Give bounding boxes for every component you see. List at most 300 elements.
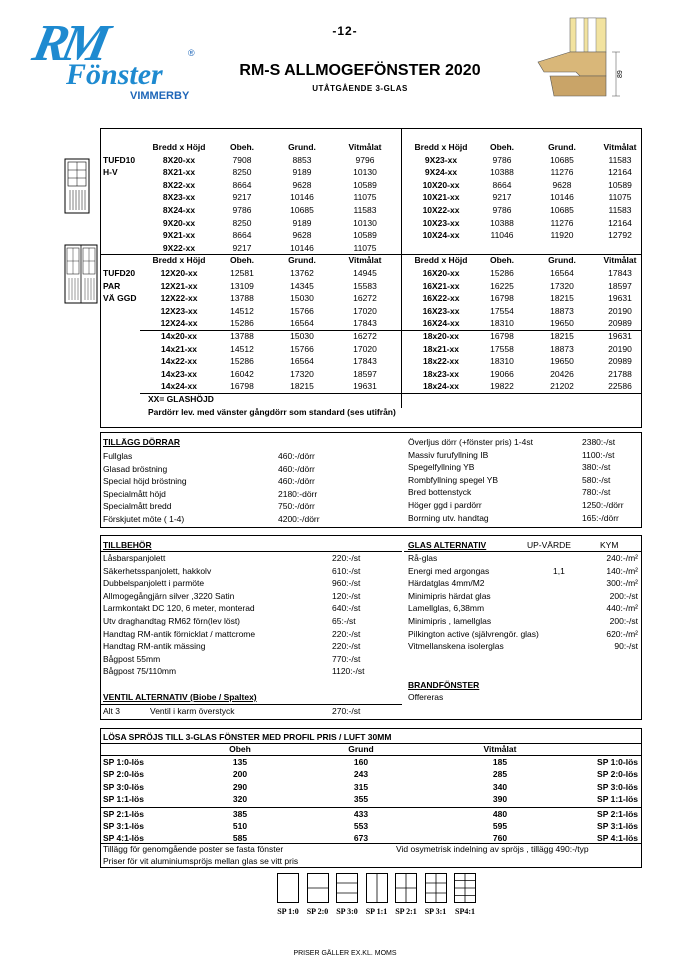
ventil-header: VENTIL ALTERNATIV (Biobe / Spaltex) xyxy=(103,692,257,702)
header-right-3: Vitmålat xyxy=(603,142,637,152)
footer-note: PRISER GÄLLER EX.KL. MOMS xyxy=(293,950,397,957)
price-cell: 10146 xyxy=(550,192,574,203)
price-cell: 17020 xyxy=(353,343,377,354)
sprojs-pattern-label: SP 2:1 xyxy=(395,907,417,916)
price-cell: 8664 xyxy=(232,179,252,190)
price-cell: 18873 xyxy=(550,343,574,354)
tillagg-item: Spegelfyllning YB xyxy=(408,462,475,473)
sprojs-grund: 673 xyxy=(353,833,369,844)
sprojs-pattern-label: SP 1:0 xyxy=(277,907,299,916)
logo-fonster: Fönster xyxy=(66,58,163,91)
price-cell: 11075 xyxy=(353,192,377,203)
sprojs-pattern-label: SP 2:0 xyxy=(306,907,329,916)
price-cell: 9786 xyxy=(232,205,252,215)
pardorr-note: Pardörr lev. med vänster gångdörr som standard (ses utifrån) xyxy=(148,406,396,417)
price-cell: 9628 xyxy=(292,179,312,190)
tillbehor-price: 220:-/st xyxy=(332,628,361,639)
ventil-price: 270:-/st xyxy=(332,706,361,716)
price-cell: 16X24-xx xyxy=(422,318,460,329)
header-right-0: Bredd x Höjd xyxy=(414,142,468,152)
price-cell: 19650 xyxy=(550,318,574,329)
tillagg-item: Rombfyllning spegel YB xyxy=(408,474,499,485)
sprojs-pattern-icon xyxy=(307,873,329,903)
price-cell: 8X24-xx xyxy=(162,205,196,215)
sprojs-obeh: 135 xyxy=(232,757,248,767)
tillagg-item: Förskjutet möte ( 1-4) xyxy=(103,514,185,524)
sprojs-pattern-icon xyxy=(277,873,299,903)
price-cell: 17843 xyxy=(353,356,377,367)
sprojs-name: SP 2:1-lös xyxy=(103,808,144,819)
logo-reg: ® xyxy=(188,48,195,58)
profile-dimension: 89 xyxy=(617,70,624,78)
group-label: VÄ GGD xyxy=(103,293,137,304)
price-cell: 12X23-xx xyxy=(160,305,198,316)
price-cell: 10685 xyxy=(550,205,574,215)
price-cell: 13788 xyxy=(230,331,254,341)
sprojs-col-vit: Vitmålat xyxy=(483,744,517,754)
price-cell: 16798 xyxy=(490,331,514,341)
sprojs-pattern-icon xyxy=(395,873,417,903)
tillagg-price: 165:-/dörr xyxy=(582,512,619,523)
price-cell: 20190 xyxy=(608,305,632,316)
price-cell: 17843 xyxy=(353,318,377,329)
glasheight-note: XX= GLASHÖJD xyxy=(148,394,214,404)
price-cell: 19631 xyxy=(608,331,632,341)
header-left-2: Grund. xyxy=(288,142,316,152)
brand-header: BRANDFÖNSTER xyxy=(408,680,480,690)
sprojs-obeh: 510 xyxy=(232,821,248,831)
price-cell: 16042 xyxy=(230,368,254,379)
header-left-3: Vitmålat xyxy=(348,142,382,152)
price-cell: 16X22-xx xyxy=(422,293,460,304)
tillagg-item: Specialmått höjd xyxy=(103,488,166,499)
tillbehor-price: 1120:-/st xyxy=(332,666,365,677)
price-cell: 8X23-xx xyxy=(162,192,196,203)
tillagg-price: 1250:-/dörr xyxy=(582,500,624,510)
tillagg-price: 460:-/dörr xyxy=(278,451,315,461)
price-cell: 15766 xyxy=(290,343,314,354)
tillbehor-item: Dubbelspanjolett i parmöte xyxy=(103,578,205,589)
sprojs-grund: 355 xyxy=(353,794,369,805)
glas-item: Minimipris härdat glas xyxy=(408,590,491,601)
price-cell: 13788 xyxy=(230,293,254,304)
price-cell: 10589 xyxy=(353,230,377,241)
price-cell: 10589 xyxy=(608,179,632,190)
header-left-3: Vitmålat xyxy=(348,255,382,266)
price-cell: 8250 xyxy=(232,167,252,178)
price-cell: 17020 xyxy=(353,305,377,316)
tillagg-price: 4200:-/dörr xyxy=(278,514,320,524)
glas-price: 440:-/m² xyxy=(606,603,638,614)
sprojs-name-right: SP 1:0-lös xyxy=(597,757,638,767)
price-cell: 18215 xyxy=(290,381,314,392)
sprojs-vit: 285 xyxy=(492,769,508,780)
sprojs-name-right: SP 4:1-lös xyxy=(597,833,638,844)
glas-item: Rå-glas xyxy=(408,553,438,563)
price-cell: 18310 xyxy=(490,318,514,329)
glas-item: Energi med argongas xyxy=(408,565,490,576)
sprojs-col-obeh: Obeh xyxy=(229,744,251,754)
price-cell: 15286 xyxy=(490,268,514,278)
sprojs-vit: 480 xyxy=(492,808,508,819)
tillbehor-price: 220:-/st xyxy=(332,641,361,652)
price-cell: 10X24-xx xyxy=(422,230,460,241)
brand-text: Offereras xyxy=(408,692,444,702)
logo-vimmerby: VIMMERBY xyxy=(130,90,190,102)
sprojs-vit: 390 xyxy=(492,794,508,805)
glas-item: Härdatglas 4mm/M2 xyxy=(408,578,485,589)
price-cell: 14945 xyxy=(353,268,377,278)
price-cell: 11276 xyxy=(550,217,574,228)
sprojs-note3: Vid osymetrisk indelning av spröjs , tillägg 490:-/typ xyxy=(396,844,589,854)
tillbehor-price: 960:-/st xyxy=(332,578,361,589)
price-cell: 14512 xyxy=(230,305,254,316)
price-cell: 11583 xyxy=(353,205,377,215)
sprojs-name: SP 3:1-lös xyxy=(103,821,144,831)
price-cell: 17554 xyxy=(490,305,514,316)
tillagg-item: Höger ggd i pardörr xyxy=(408,500,482,510)
tillagg-item: Massiv furufyllning IB xyxy=(408,449,489,460)
tillagg-item: Glasad bröstning xyxy=(103,463,168,474)
price-cell: 10X23-xx xyxy=(422,217,460,228)
price-cell: 14x24-xx xyxy=(161,381,197,392)
price-cell: 18x23-xx xyxy=(423,368,459,379)
glas-col-kym: KYM xyxy=(600,540,619,550)
price-cell: 15583 xyxy=(353,280,377,291)
sprojs-grund: 243 xyxy=(353,769,369,780)
price-cell: 18597 xyxy=(608,280,632,291)
sprojs-pattern-label: SP 3:1 xyxy=(424,907,447,916)
price-cell: 12164 xyxy=(608,167,632,178)
tillagg-header: TILLÄGG DÖRRAR xyxy=(103,437,180,447)
header-left-2: Grund. xyxy=(288,255,316,266)
glas-price: 200:-/st xyxy=(609,616,638,626)
price-cell: 9X23-xx xyxy=(424,154,458,165)
sprojs-name: SP 4:1-lös xyxy=(103,833,144,844)
sprojs-obeh: 320 xyxy=(232,794,248,805)
price-cell: 9796 xyxy=(355,154,375,165)
price-cell: 20989 xyxy=(608,356,632,367)
price-cell: 9628 xyxy=(552,179,572,190)
tillagg-price: 380:-/st xyxy=(582,462,611,473)
header-left-0: Bredd x Höjd xyxy=(152,255,206,266)
price-cell: 15030 xyxy=(290,293,314,304)
sprojs-grund: 315 xyxy=(353,781,369,792)
glas-col-up: UP-VÄRDE xyxy=(527,540,571,550)
header-right-2: Grund. xyxy=(548,142,576,152)
tillagg-price: 780:-/st xyxy=(582,487,611,498)
sprojs-pattern-label: SP4:1 xyxy=(455,907,475,916)
double-door-icon xyxy=(64,244,98,304)
price-cell: 15286 xyxy=(230,356,254,367)
price-cell: 9786 xyxy=(492,205,512,215)
sprojs-vit: 185 xyxy=(492,757,508,767)
header-left-1: Obeh. xyxy=(229,142,255,152)
price-cell: 17843 xyxy=(608,268,632,278)
header-right-3: Vitmålat xyxy=(603,255,637,266)
sprojs-name-right: SP 3:1-lös xyxy=(597,821,638,831)
price-cell: 13762 xyxy=(290,268,314,278)
glas-price: 300:-/m² xyxy=(606,578,638,589)
price-cell: 10130 xyxy=(353,217,377,228)
price-cell: 16564 xyxy=(550,268,574,278)
price-cell: 11046 xyxy=(490,230,514,241)
tillagg-price: 1100:-/st xyxy=(582,449,615,460)
rm-fonster-logo xyxy=(27,15,200,102)
price-cell: 8X20-xx xyxy=(162,154,196,165)
tillagg-item: Borrning utv. handtag xyxy=(408,512,489,523)
header-right-1: Obeh. xyxy=(489,255,515,266)
price-cell: 16798 xyxy=(230,381,254,392)
header-right-1: Obeh. xyxy=(489,142,515,152)
price-cell: 16564 xyxy=(290,356,314,367)
sprojs-pattern-label: SP 1:1 xyxy=(365,907,388,916)
sprojs-name: SP 1:0-lös xyxy=(103,757,144,767)
price-cell: 8664 xyxy=(232,230,252,241)
sprojs-grund: 433 xyxy=(353,808,369,819)
price-cell: 10388 xyxy=(490,217,514,228)
price-cell: 20989 xyxy=(608,318,632,329)
price-cell: 17558 xyxy=(490,343,514,354)
tillbehor-item: Allmogegångjärn silver ,3220 Satin xyxy=(103,590,235,601)
price-cell: 12X22-xx xyxy=(160,293,198,304)
sprojs-note1: Tillägg för genomgående poster se fasta fönster xyxy=(103,844,284,854)
tillagg-item: Överljus dörr (+fönster pris) 1-4st xyxy=(408,437,533,447)
tillbehor-item: Larmkontakt DC 120, 6 meter, monterad xyxy=(103,603,255,614)
tillbehor-price: 640:-/st xyxy=(332,603,361,614)
page-subtitle: UTÅTGÅENDE 3-GLAS xyxy=(312,84,408,93)
header-left-1: Obeh. xyxy=(229,255,255,266)
page-number: -12- xyxy=(332,24,358,38)
tillagg-item: Special höjd bröstning xyxy=(103,476,187,487)
glas-price: 240:-/m² xyxy=(606,553,638,563)
tillbehor-item: Säkerhetsspanjolett, hakkolv xyxy=(103,565,212,576)
price-cell: 9X21-xx xyxy=(162,230,196,241)
tillagg-item: Bred bottenstyck xyxy=(408,487,472,498)
tillbehor-item: Handtag RM-antik förnicklat / mattcrome xyxy=(103,628,256,639)
price-cell: 16272 xyxy=(353,293,377,304)
price-cell: 10X20-xx xyxy=(422,179,460,190)
price-cell: 11920 xyxy=(550,230,574,241)
sprojs-pattern-icon xyxy=(425,873,447,903)
price-cell: 19650 xyxy=(550,356,574,367)
price-cell: 18215 xyxy=(550,293,574,304)
tillbehor-price: 770:-/st xyxy=(332,653,361,664)
sprojs-vit: 760 xyxy=(492,833,508,844)
price-cell: 12X24-xx xyxy=(160,318,198,329)
glas-price: 620:-/m² xyxy=(606,628,638,639)
price-cell: 8853 xyxy=(292,154,312,165)
logo-rm: RM xyxy=(27,15,109,72)
price-cell: 18x20-xx xyxy=(423,331,459,341)
glas-header: GLAS ALTERNATIV xyxy=(408,540,487,550)
ventil-alt: Alt 3 xyxy=(103,706,121,716)
price-cell: 18215 xyxy=(550,331,574,341)
tillbehor-price: 220:-/st xyxy=(332,553,361,563)
price-cell: 10X22-xx xyxy=(422,205,460,215)
price-cell: 11583 xyxy=(608,154,632,165)
sprojs-vit: 595 xyxy=(492,821,508,831)
price-cell: 10685 xyxy=(550,154,574,165)
tillbehor-item: Utv draghandtag RM62 förn(lev löst) xyxy=(103,616,241,626)
sprojs-vit: 340 xyxy=(492,781,508,792)
price-cell: 9628 xyxy=(292,230,312,241)
price-cell: 10388 xyxy=(490,167,514,178)
price-cell: 10130 xyxy=(353,167,377,178)
price-cell: 11075 xyxy=(608,192,632,203)
price-cell: 9786 xyxy=(492,154,512,165)
single-door-icon xyxy=(64,158,90,214)
tillagg-price: 460:-/dörr xyxy=(278,463,315,474)
price-cell: 9189 xyxy=(292,217,312,228)
price-cell: 9217 xyxy=(492,192,512,203)
price-cell: 21788 xyxy=(608,368,632,379)
sprojs-pattern-icon xyxy=(366,873,388,903)
price-cell: 18310 xyxy=(490,356,514,367)
price-cell: 8X22-xx xyxy=(162,179,196,190)
sprojs-grund: 160 xyxy=(353,757,369,767)
price-cell: 14x21-xx xyxy=(161,343,197,354)
price-cell: 18873 xyxy=(550,305,574,316)
group-label: PAR xyxy=(103,280,121,291)
price-cell: 14x20-xx xyxy=(161,331,197,341)
header-right-0: Bredd x Höjd xyxy=(414,255,468,266)
glas-price: 140:-/m² xyxy=(606,565,638,576)
price-cell: 20426 xyxy=(550,368,574,379)
price-cell: 14512 xyxy=(230,343,254,354)
price-cell: 16225 xyxy=(490,280,514,291)
price-cell: 10685 xyxy=(290,205,314,215)
price-cell: 21202 xyxy=(550,381,574,392)
sprojs-name-right: SP 2:1-lös xyxy=(597,808,638,819)
price-cell: 19631 xyxy=(353,381,377,392)
tillbehor-price: 65:-/st xyxy=(332,616,356,626)
price-cell: 15766 xyxy=(290,305,314,316)
price-cell: 18x21-xx xyxy=(423,343,459,354)
glas-price: 90:-/st xyxy=(614,641,638,652)
tillagg-price: 580:-/st xyxy=(582,474,611,485)
group-label: H-V xyxy=(103,167,118,178)
price-cell: 12X21-xx xyxy=(160,280,198,291)
price-cell: 8664 xyxy=(492,179,512,190)
sprojs-name: SP 3:0-lös xyxy=(103,781,144,792)
price-cell: 16X23-xx xyxy=(422,305,460,316)
price-cell: 11075 xyxy=(353,242,377,253)
sprojs-name: SP 1:1-lös xyxy=(103,794,144,805)
sprojs-obeh: 200 xyxy=(232,769,248,780)
tillbehor-price: 120:-/st xyxy=(332,590,361,601)
glas-item: Pilkington active (självrengör. glas) xyxy=(408,628,539,639)
tillbehor-header: TILLBEHÖR xyxy=(103,540,152,550)
price-cell: 18x24-xx xyxy=(423,381,459,392)
sprojs-pattern-label: SP 3:0 xyxy=(336,907,358,916)
price-cell: 9217 xyxy=(232,192,252,203)
price-cell: 16272 xyxy=(353,331,377,341)
group-label: TUFD20 xyxy=(103,268,136,278)
group-label: TUFD10 xyxy=(103,154,136,165)
price-cell: 8250 xyxy=(232,217,252,228)
price-cell: 10589 xyxy=(353,179,377,190)
sprojs-pattern-icon xyxy=(336,873,358,903)
tillbehor-item: Bågpost 75/110mm xyxy=(103,666,177,677)
price-cell: 19822 xyxy=(490,381,514,392)
price-cell: 17320 xyxy=(550,280,574,291)
sprojs-name-right: SP 3:0-lös xyxy=(597,781,638,792)
price-cell: 7908 xyxy=(232,154,252,165)
price-cell: 16564 xyxy=(290,318,314,329)
price-cell: 14x23-xx xyxy=(161,368,197,379)
tillbehor-item: Handtag RM-antik mässing xyxy=(103,641,206,652)
tillbehor-item: Låsbarspanjolett xyxy=(103,553,166,563)
sprojs-name-right: SP 1:1-lös xyxy=(597,794,638,805)
glas-price: 200:-/st xyxy=(609,590,638,601)
price-cell: 11583 xyxy=(608,205,632,215)
price-cell: 13109 xyxy=(230,280,254,291)
glas-up-value: 1,1 xyxy=(553,565,565,576)
price-cell: 16798 xyxy=(490,293,514,304)
page-title: RM-S ALLMOGEFÖNSTER 2020 xyxy=(239,62,481,79)
header-right-2: Grund. xyxy=(548,255,576,266)
glas-item: Minimipris , lamellglas xyxy=(408,616,492,626)
tillagg-price: 2180:-dörr xyxy=(278,488,318,499)
price-cell: 17320 xyxy=(290,368,314,379)
price-cell: 14x22-xx xyxy=(161,356,197,367)
price-cell: 10X21-xx xyxy=(422,192,460,203)
price-cell: 15286 xyxy=(230,318,254,329)
sprojs-grund: 553 xyxy=(353,821,369,831)
sprojs-name: SP 2:0-lös xyxy=(103,769,144,780)
price-cell: 11276 xyxy=(550,167,574,178)
price-cell: 12164 xyxy=(608,217,632,228)
sprojs-title: LÖSA SPRÖJS TILL 3-GLAS FÖNSTER MED PROFIL PRIS / LUFT 30MM xyxy=(103,732,392,742)
price-cell: 9X22-xx xyxy=(162,242,196,253)
ventil-desc: Ventil i karm överstyck xyxy=(150,706,235,716)
glas-item: Vitmellanskena isolerglas xyxy=(408,641,504,652)
tillagg-price: 460:-/dörr xyxy=(278,476,315,487)
price-cell: 22586 xyxy=(608,381,632,392)
tillagg-price: 2380:-/st xyxy=(582,437,616,447)
sprojs-note2: Priser för vit aluminiumspröjs mellan glas se vitt pris xyxy=(103,856,299,866)
price-cell: 9217 xyxy=(232,242,252,253)
price-cell: 10146 xyxy=(290,192,314,203)
price-cell: 14345 xyxy=(290,280,314,291)
price-cell: 9X24-xx xyxy=(424,167,458,178)
price-cell: 16X21-xx xyxy=(422,280,460,291)
sprojs-obeh: 385 xyxy=(232,808,248,819)
price-cell: 15030 xyxy=(290,331,314,341)
price-cell: 8X21-xx xyxy=(162,167,196,178)
tillbehor-price: 610:-/st xyxy=(332,565,361,576)
price-cell: 19066 xyxy=(490,368,514,379)
price-cell: 18597 xyxy=(353,368,377,379)
header-left-0: Bredd x Höjd xyxy=(152,142,206,152)
price-cell: 12581 xyxy=(230,268,254,278)
price-cell: 9189 xyxy=(292,167,312,178)
price-cell: 16X20-xx xyxy=(422,268,460,278)
price-cell: 10146 xyxy=(290,242,314,253)
tillbehor-item: Bågpost 55mm xyxy=(103,653,161,664)
tillagg-item: Specialmått bredd xyxy=(103,501,172,512)
sprojs-col-grund: Grund xyxy=(348,744,374,754)
sprojs-name-right: SP 2:0-lös xyxy=(597,769,638,780)
price-cell: 12792 xyxy=(608,230,632,241)
price-cell: 18x22-xx xyxy=(423,356,459,367)
tillagg-item: Fullglas xyxy=(103,451,133,461)
sprojs-obeh: 290 xyxy=(232,781,248,792)
price-cell: 19631 xyxy=(608,293,632,304)
sprojs-obeh: 585 xyxy=(232,833,248,844)
price-cell: 20190 xyxy=(608,343,632,354)
